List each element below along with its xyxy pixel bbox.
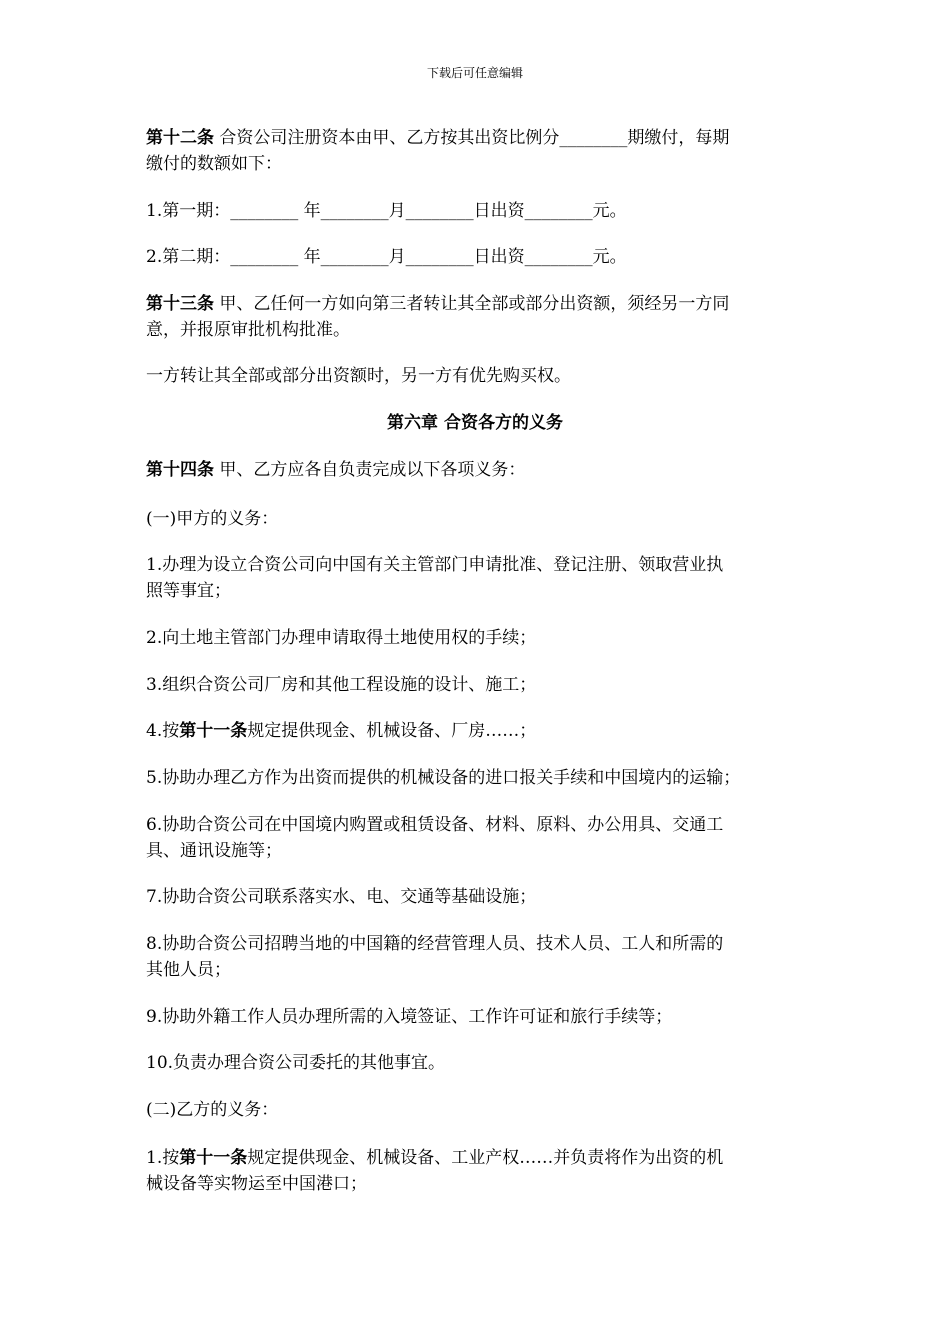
article-13-title: 第十三条 (146, 294, 214, 314)
article-13-text: 甲、乙任何一方如向第三者转让其全部或部分出资额，须经另一方同 (214, 294, 730, 314)
article-12-line-2: 缴付的数额如下： (146, 154, 282, 174)
party-a-item-6-line-1: 6.协助合资公司在中国境内购置或租赁设备、材料、原料、办公用具、交通工 (146, 815, 724, 835)
party-a-item-4-post: 规定提供现金、机械设备、厂房……； (247, 721, 537, 741)
party-a-item-2: 2.向土地主管部门办理申请取得土地使用权的手续； (146, 628, 537, 648)
party-b-item-1-line-1 (146, 1146, 814, 1170)
party-a-item-8-line-1: 8.协助合资公司招聘当地的中国籍的经营管理人员、技术人员、工人和所需的 (146, 934, 724, 954)
party-a-item-7: 7.协助合资公司联系落实水、电、交通等基础设施； (146, 887, 537, 907)
party-a-item-1-line-1: 1.办理为设立合资公司向中国有关主管部门申请批准、登记注册、领取营业执 (146, 555, 724, 575)
party-a-item-3: 3.组织合资公司厂房和其他工程设施的设计、施工； (146, 675, 537, 695)
party-a-item-4-ref: 第十一条 (179, 721, 248, 741)
party-a-item-4 (146, 719, 814, 743)
party-a-item-5: 5.协助办理乙方作为出资而提供的机械设备的进口报关手续和中国境内的运输； (146, 768, 741, 788)
article-12-item-1: 1.第一期：________ 年________月________日出资________元。 (146, 201, 627, 221)
article-13-line-2: 意，并报原审批机构批准。 (146, 320, 350, 340)
party-b-item-1-pre: 1.按 (146, 1148, 180, 1168)
article-13-para-2: 一方转让其全部或部分出资额时，另一方有优先购买权。 (146, 366, 571, 386)
party-a-heading: (一)甲方的义务： (146, 509, 279, 529)
party-b-item-1-line-2: 械设备等实物运至中国港口； (146, 1174, 367, 1194)
article-14-line (146, 458, 814, 482)
party-a-item-6-line-2: 具、通讯设施等； (146, 841, 282, 861)
article-12-text: 合资公司注册资本由甲、乙方按其出资比例分________期缴付，每期 (214, 128, 730, 148)
party-a-item-8-line-2: 其他人员； (146, 960, 231, 980)
page-header: 下载后可任意编辑 (426, 66, 523, 80)
article-12-line-1 (146, 126, 814, 150)
party-b-heading: (二)乙方的义务： (146, 1100, 279, 1120)
party-a-item-4-pre: 4.按 (146, 721, 180, 741)
article-14-text: 甲、乙方应各自负责完成以下各项义务： (214, 460, 526, 480)
article-12-item-2: 2.第二期：________ 年________月________日出资________元。 (146, 247, 627, 267)
article-13-line-1 (146, 292, 814, 316)
party-a-item-1-line-2: 照等事宜； (146, 581, 231, 601)
party-b-item-1-post: 规定提供现金、机械设备、工业产权……并负责将作为出资的机 (247, 1148, 724, 1168)
chapter-6-title: 第六章 合资各方的义务 (387, 413, 563, 433)
article-12-title: 第十二条 (146, 128, 214, 148)
party-b-item-1-ref: 第十一条 (179, 1148, 248, 1168)
party-a-item-10: 10.负责办理合资公司委托的其他事宜。 (146, 1053, 446, 1073)
article-14-title: 第十四条 (146, 460, 214, 480)
party-a-item-9: 9.协助外籍工作人员办理所需的入境签证、工作许可证和旅行手续等； (146, 1007, 673, 1027)
